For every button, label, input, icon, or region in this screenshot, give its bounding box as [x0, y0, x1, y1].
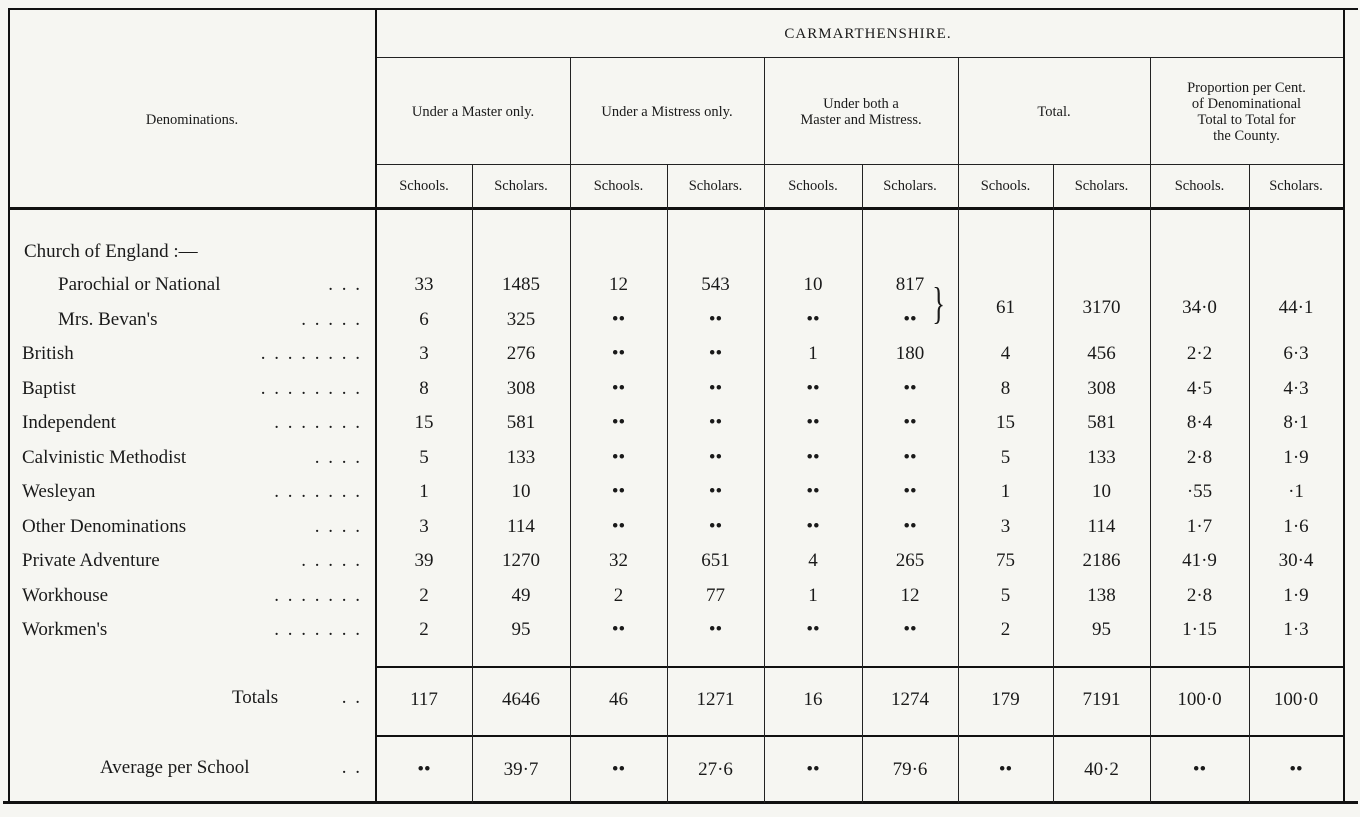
table-cell: 95 — [1092, 619, 1111, 640]
table-cell: 276 — [506, 343, 536, 364]
table-cell: 543 — [701, 274, 730, 295]
totals-cell: 4646 — [502, 689, 540, 710]
table-cell: •• — [708, 447, 723, 468]
rule-totals-top — [376, 666, 1343, 668]
table-cell: 1·6 — [1283, 516, 1309, 537]
average-cell: •• — [1192, 759, 1207, 780]
table-cell: 114 — [1087, 516, 1116, 537]
table-cell: 1·9 — [1283, 585, 1309, 606]
leader-dots: . . . . — [314, 447, 362, 468]
table-cell: 1·15 — [1182, 619, 1217, 640]
totals-cell: 1274 — [891, 689, 929, 710]
leader-dots: . . . . . . . . — [260, 343, 362, 364]
table-cell: 33 — [414, 274, 434, 295]
average-cell: 27·6 — [698, 759, 733, 780]
table-cell: 41·9 — [1182, 550, 1217, 571]
table-cell: ·55 — [1186, 481, 1213, 502]
table-cell: 114 — [507, 516, 535, 537]
bracket-brace: } — [932, 279, 945, 328]
table-cell: •• — [611, 481, 626, 502]
table-cell: 75 — [996, 550, 1015, 571]
church-total-cell: 34·0 — [1182, 297, 1217, 318]
rule-header-bottom — [8, 207, 1343, 210]
table-cell: •• — [903, 516, 917, 537]
table-cell: 39 — [414, 550, 434, 571]
table-cell: 308 — [1087, 378, 1116, 399]
totals-cell: 179 — [991, 689, 1020, 710]
average-cell: •• — [806, 759, 820, 780]
column-header-scholars: Scholars. — [494, 178, 548, 194]
table-cell: 1485 — [502, 274, 540, 295]
group-header-line: Under both a — [823, 96, 899, 112]
row-label: Baptist — [22, 378, 76, 399]
table-cell: 8·4 — [1186, 412, 1213, 433]
table-cell: •• — [611, 378, 626, 399]
table-cell: 6 — [419, 309, 429, 330]
table-cell: 1 — [1000, 481, 1011, 502]
column-header-schools: Schools. — [980, 178, 1031, 194]
leader-dots: . . . . . — [301, 309, 362, 330]
table-cell: •• — [806, 516, 820, 537]
table-cell: 12 — [900, 585, 920, 606]
row-label: Workhouse — [22, 585, 109, 606]
row-label: Independent — [22, 412, 116, 433]
table-cell: 651 — [701, 550, 730, 571]
table-cell: •• — [708, 619, 723, 640]
table-cell: 4·5 — [1186, 378, 1213, 399]
table-cell: •• — [611, 447, 626, 468]
table-cell: 5 — [1000, 447, 1011, 468]
group-header-line: Master and Mistress. — [800, 112, 922, 128]
group-header-line: Total to Total for — [1197, 112, 1296, 128]
totals-label: Totals — [232, 687, 279, 708]
table-cell: •• — [806, 378, 820, 399]
leader-dots: . . . . . . . — [274, 619, 362, 640]
table-cell: 1·9 — [1283, 447, 1309, 468]
average-cell: 39·7 — [503, 759, 539, 780]
table-cell: •• — [806, 309, 820, 330]
leader-dots: . . . . . . . — [274, 481, 362, 502]
table-cell: 8 — [419, 378, 429, 399]
totals-cell: 16 — [803, 689, 823, 710]
table-cell: 77 — [706, 585, 725, 606]
table-cell: 1 — [808, 585, 818, 606]
table-cell: •• — [611, 309, 626, 330]
row-label: Mrs. Bevan's — [58, 309, 158, 330]
table-cell: 456 — [1087, 343, 1116, 364]
table-cell: 133 — [506, 447, 536, 468]
table-cell: 180 — [895, 343, 925, 364]
totals-cell: 1271 — [696, 689, 735, 710]
table-cell: 817 — [895, 274, 925, 295]
column-header-schools: Schools. — [1174, 178, 1225, 194]
table-cell: •• — [806, 481, 820, 502]
table-cell: •• — [903, 481, 917, 502]
average-cell: •• — [611, 759, 626, 780]
column-header-scholars: Scholars. — [688, 178, 743, 194]
leader-dots: . . . . — [314, 516, 362, 537]
table-cell: 6·3 — [1283, 343, 1309, 364]
row-label: Workmen's — [22, 619, 108, 640]
leader-dots: . . — [341, 687, 362, 708]
table-cell: 1 — [808, 343, 818, 364]
table-cell: 49 — [511, 585, 531, 606]
row-label: Private Adventure — [22, 550, 160, 571]
row-label: Calvinistic Methodist — [22, 447, 187, 468]
table-cell: •• — [806, 619, 820, 640]
totals-cell: 117 — [410, 689, 438, 710]
leader-dots: . . . . . . . — [274, 412, 362, 433]
totals-cell: 46 — [609, 689, 628, 710]
leader-dots: . . . . . . . . — [260, 378, 362, 399]
table-cell: 8 — [1000, 378, 1011, 399]
totals-cell: 100·0 — [1273, 689, 1319, 710]
table-cell: 3 — [419, 516, 429, 537]
table-cell: •• — [708, 516, 723, 537]
column-header-scholars: Scholars. — [1074, 178, 1129, 194]
rule-subheader-top — [376, 164, 1343, 165]
table-cell: 2186 — [1082, 550, 1121, 571]
table-cell: 10 — [1092, 481, 1111, 502]
group-header-line: Proportion per Cent. — [1187, 80, 1306, 96]
table-cell: 15 — [414, 412, 434, 433]
rule-bottom — [3, 801, 1358, 804]
leader-dots: . . . . . — [301, 550, 362, 571]
rule-right — [1343, 8, 1345, 803]
table-cell: 1·3 — [1283, 619, 1309, 640]
table-cell: 5 — [1000, 585, 1011, 606]
leader-dots: . . . . . . . — [274, 585, 362, 606]
group-header-line: Under a Master only. — [411, 104, 535, 120]
table-cell: 10 — [803, 274, 823, 295]
table-cell: 265 — [895, 550, 925, 571]
table-cell: 325 — [506, 309, 536, 330]
average-label: Average per School — [100, 757, 250, 778]
table-cell: •• — [708, 412, 723, 433]
table-cell: 1270 — [502, 550, 540, 571]
average-cell: •• — [1289, 759, 1303, 780]
table-cell: 581 — [1087, 412, 1116, 433]
table-cell: •• — [903, 619, 917, 640]
rule-top — [8, 8, 1358, 10]
row-label: British — [22, 343, 74, 364]
totals-cell: 7191 — [1082, 689, 1121, 710]
table-cell: 4 — [1000, 343, 1011, 364]
group-header-line: of Denominational — [1191, 96, 1302, 112]
table-cell: 1·7 — [1186, 516, 1213, 537]
column-header-scholars: Scholars. — [883, 178, 937, 194]
section-label-church: Church of England :— — [24, 241, 198, 262]
rule-county — [376, 57, 1343, 58]
row-label: Parochial or National — [58, 274, 221, 295]
table-cell: •• — [708, 481, 723, 502]
table-cell: •• — [903, 378, 917, 399]
church-total-cell: 3170 — [1082, 297, 1121, 318]
table-cell: •• — [806, 412, 820, 433]
table-cell: •• — [903, 412, 917, 433]
table-cell: •• — [903, 447, 917, 468]
table-cell: 581 — [506, 412, 536, 433]
totals-cell: 100·0 — [1177, 689, 1222, 710]
table-cell: 2 — [1000, 619, 1011, 640]
group-header-line: the County. — [1213, 128, 1280, 144]
table-cell: •• — [611, 516, 626, 537]
table-cell: •• — [611, 412, 626, 433]
row-label: Wesleyan — [22, 481, 96, 502]
column-header-scholars: Scholars. — [1269, 178, 1323, 194]
table-cell: 15 — [996, 412, 1015, 433]
average-cell: 40·2 — [1084, 759, 1119, 780]
table-cell: 12 — [609, 274, 628, 295]
table-cell: 2·8 — [1186, 447, 1213, 468]
table-cell: 308 — [506, 378, 536, 399]
average-cell: 79·6 — [892, 759, 928, 780]
average-cell: •• — [417, 759, 431, 780]
table-cell: •• — [708, 378, 723, 399]
table-cell: 1 — [419, 481, 429, 502]
table-cell: 2 — [613, 585, 624, 606]
column-header-schools: Schools. — [593, 178, 644, 194]
leader-dots: . . — [341, 757, 362, 778]
column-header-schools: Schools. — [788, 178, 838, 194]
table-cell: 2·2 — [1186, 343, 1213, 364]
rule-totals-bottom — [376, 735, 1343, 737]
table-cell: ·1 — [1288, 481, 1304, 502]
table-cell: 5 — [419, 447, 429, 468]
table-cell: 3 — [419, 343, 429, 364]
group-header-line: Under a Mistress only. — [601, 104, 733, 120]
county-title: CARMARTHENSHIRE. — [784, 26, 952, 42]
denominations-header: Denominations. — [145, 112, 239, 128]
church-total-cell: 44·1 — [1278, 297, 1314, 318]
table-cell: 4 — [808, 550, 818, 571]
table-cell: 2 — [419, 585, 429, 606]
table-cell: 2·8 — [1186, 585, 1213, 606]
table-cell: 8·1 — [1283, 412, 1309, 433]
column-header-schools: Schools. — [399, 178, 449, 194]
table-cell: 133 — [1087, 447, 1116, 468]
row-label: Other Denominations — [22, 516, 187, 537]
table-cell: 30·4 — [1278, 550, 1314, 571]
table-cell: 4·3 — [1283, 378, 1309, 399]
table-cell: 10 — [511, 481, 531, 502]
group-header-line: Total. — [1037, 104, 1071, 120]
table-cell: •• — [611, 619, 626, 640]
table-cell: •• — [806, 447, 820, 468]
table-cell: 2 — [419, 619, 429, 640]
leader-dots: . . . — [328, 274, 362, 295]
table-cell: •• — [611, 343, 626, 364]
table-cell: 3 — [1000, 516, 1011, 537]
table-cell: 32 — [609, 550, 628, 571]
table-cell: •• — [708, 309, 723, 330]
table-cell: 138 — [1087, 585, 1116, 606]
church-total-cell: 61 — [996, 297, 1015, 318]
table-cell: •• — [708, 343, 723, 364]
table-cell: •• — [903, 309, 917, 330]
table-cell: 95 — [511, 619, 531, 640]
average-cell: •• — [998, 759, 1013, 780]
